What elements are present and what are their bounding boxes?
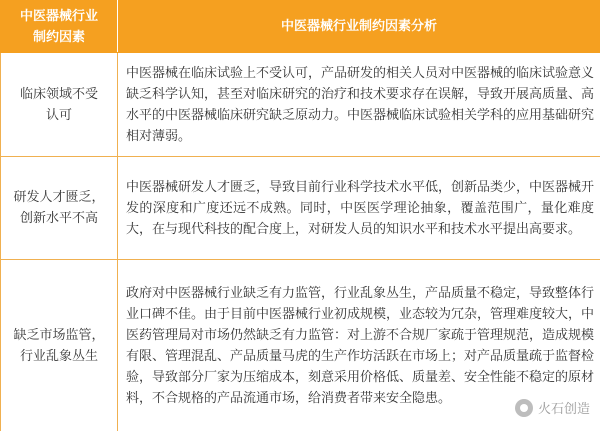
brand-logo-icon xyxy=(515,399,533,417)
factor-cell: 研发人才匮乏， 创新水平不高 xyxy=(1,157,118,260)
header-analysis: 中医器械行业制约因素分析 xyxy=(118,1,600,53)
header-factor: 中医器械行业 制约因素 xyxy=(1,1,118,53)
analysis-cell: 中医器械在临床试验上不受认可，产品研发的相关人员对中医器械的临床试验意义缺乏科学认知，甚至对临床研究的治疗和技术要求存在误解，导致开展高质量、高水平的中医器械临床研究缺乏原动力。中医器械临床试验相关学科的应用基础研究相对薄弱。 xyxy=(118,53,600,157)
table-row xyxy=(1,157,600,260)
watermark-text: 火石创造 xyxy=(537,402,590,417)
table-row xyxy=(1,260,600,431)
table-header-row xyxy=(1,1,600,53)
analysis-cell: 政府对中医器械行业缺乏有力监管，行业乱象丛生，产品质量不稳定，导致整体行业口碑不佳。由于目前中医器械行业初成规模，业态较为冗杂，管理难度较大，中医药管理局对市场仍然缺乏有力监管：对上游不合规厂家疏于管理规范，造成规模有限、管理混乱、产品质量马虎的生产作坊活跃在市场上；对产品质量疏于监督检验，导致部分厂家为压缩成本，刻意采用价格低、质量差、安全性能不稳定的原材料，不合规格的产品流通市场，给消费者带来安全隐患。 xyxy=(118,260,600,431)
factor-cell: 缺乏市场监管， 行业乱象丛生 xyxy=(1,260,118,431)
watermark xyxy=(513,398,592,417)
table-row xyxy=(1,53,600,157)
analysis-cell: 中医器械研发人才匮乏，导致目前行业科学技术水平低，创新品类少，中医器械开发的深度和广度还远不成熟。同时，中医医学理论抽象，覆盖范围广，量化难度大，在与现代科技的配合度上，对研发人员的知识水平和技术水平提出高要求。 xyxy=(118,157,600,260)
factor-cell: 临床领域不受 认可 xyxy=(1,53,118,157)
